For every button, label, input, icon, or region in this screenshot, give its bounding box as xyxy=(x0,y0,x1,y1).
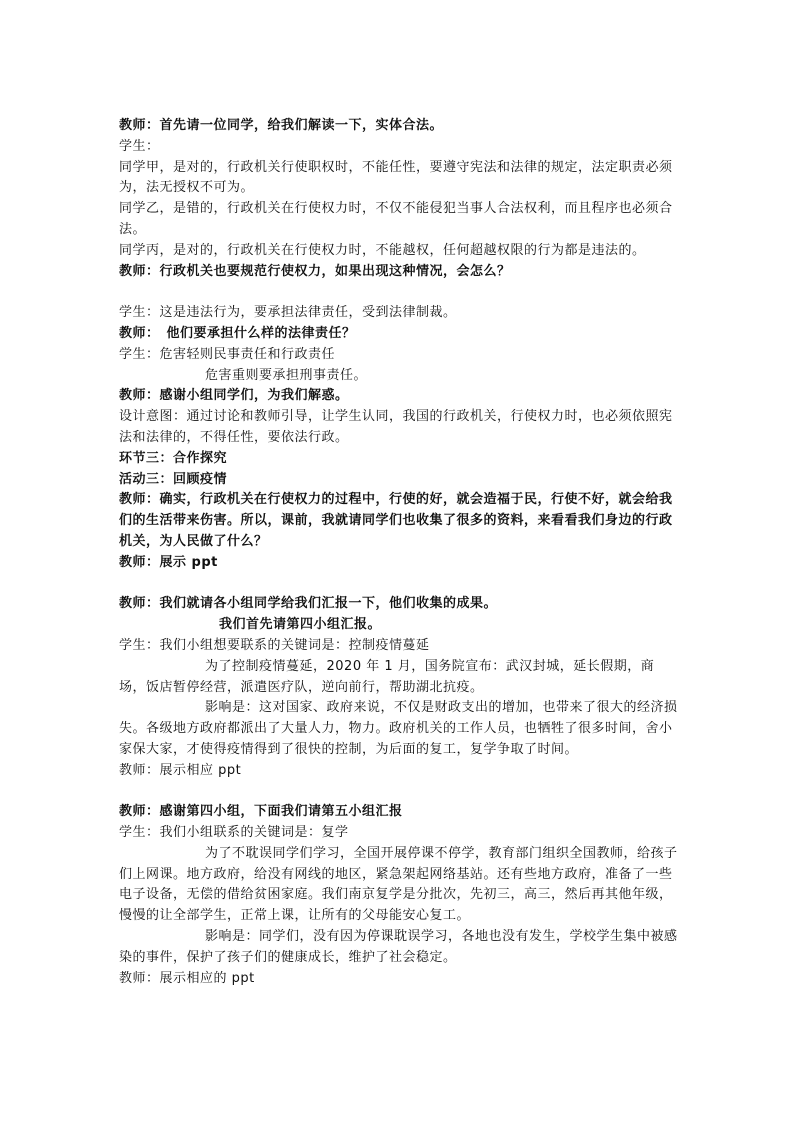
teacher-invite-group-four: 我们首先请第四小组汇报。 xyxy=(219,617,382,633)
teacher-invite-groups: 教师：我们就请各小组同学给我们汇报一下，他们收集的成果。 xyxy=(119,596,498,612)
document-page xyxy=(119,116,679,989)
group-four-impact: 影响是：这对国家、政府来说，不仅是财政支出的增加，也带来了很大的经济损失。各级地方政府都派出了大量人力，物力。政府机关的工作人员，也牺牲了很多时间，舍小家保大家，才使得疫情得到了很快的控制，为后面的复工，复学争取了时间。 xyxy=(119,700,678,757)
student-bing-answer: 同学丙，是对的，行政机关在行使权力时，不能越权，任何超越权限的行为都是违法的。 xyxy=(119,242,646,258)
teacher-intro-materials: 教师：确实，行政机关在行使权力的过程中，行使的好，就会造福于民，行使不好，就会给我们的生活带来伤害。所以，课前，我就请同学们也收集了很多的资料，来看看我们身边的行政机关，为人民做了什么？ xyxy=(119,492,673,549)
teacher-question-liability: 教师： 他们要承担什么样的法律责任？ xyxy=(119,325,356,341)
student-liability-heavy: 危害重则要承担刑事责任。 xyxy=(205,367,368,383)
activity-heading-epidemic: 活动三：回顾疫情 xyxy=(119,471,228,487)
group-four-keyword: 学生：我们小组想要联系的关键词是：控制疫情蔓延 xyxy=(119,637,430,653)
student-liability-light: 学生：危害轻则民事责任和行政责任 xyxy=(119,346,336,362)
student-illegal-answer: 学生：这是违法行为，要承担法律责任，受到法律制裁。 xyxy=(119,305,457,321)
teacher-show-ppt-four: 教师：展示相应 ppt xyxy=(119,762,242,778)
blank-line xyxy=(119,782,679,803)
group-five-keyword: 学生：我们小组联系的关键词是：复学 xyxy=(119,825,349,841)
student-label: 学生： xyxy=(119,138,160,154)
blank-line xyxy=(119,282,679,303)
group-five-measures: 为了不耽误同学们学习，全国开展停课不停学，教育部门组织全国教师，给孩子们上网课。地方政府，给没有网线的地区，紧急架起网络基站。还有些地方政府，准备了一些电子设备，无偿的借给贫困家庭。我们南京复学是分批次，先初三，高三，然后再其他年级，慢慢的让全部学生，正常上课，让所有的父母能安心复工。 xyxy=(119,845,678,924)
teacher-invite-group-five: 教师：感谢第四小组，下面我们请第五小组汇报 xyxy=(119,804,403,820)
blank-line xyxy=(119,574,679,595)
teacher-show-ppt: 教师：展示 ppt xyxy=(119,554,218,570)
group-four-measures: 为了控制疫情蔓延，2020 年 1 月，国务院宣布：武汉封城，延长假期，商场，饭店暂停经营，派遣医疗队，逆向前行，帮助湖北抗疫。 xyxy=(119,658,655,695)
design-intent: 设计意图：通过讨论和教师引导，让学生认同，我国的行政机关，行使权力时，也必须依照宪法和法律的，不得任性，要依法行政。 xyxy=(119,409,673,445)
teacher-line-entity-legality: 教师：首先请一位同学，给我们解读一下，实体合法。 xyxy=(119,118,444,133)
section-heading-cooperation: 环节三：合作探究 xyxy=(119,450,228,466)
teacher-show-ppt-five: 教师：展示相应的 ppt xyxy=(119,970,255,986)
teacher-thanks-group: 教师：感谢小组同学们，为我们解惑。 xyxy=(119,388,349,404)
student-jia-answer: 同学甲，是对的，行政机关行使职权时，不能任性，要遵守宪法和法律的规定，法定职责必须为，法无授权不可为。 xyxy=(119,159,673,196)
teacher-question-regulate-power: 教师：行政机关也要规范行使权力，如果出现这种情况，会怎么？ xyxy=(119,263,511,279)
group-five-impact: 影响是：同学们，没有因为停课耽误学习，各地也没有发生，学校学生集中被感染的事件，保护了孩子们的健康成长，维护了社会稳定。 xyxy=(119,929,678,965)
student-yi-answer: 同学乙，是错的，行政机关在行使权力时，不仅不能侵犯当事人合法权利，而且程序也必须合法。 xyxy=(119,201,673,237)
